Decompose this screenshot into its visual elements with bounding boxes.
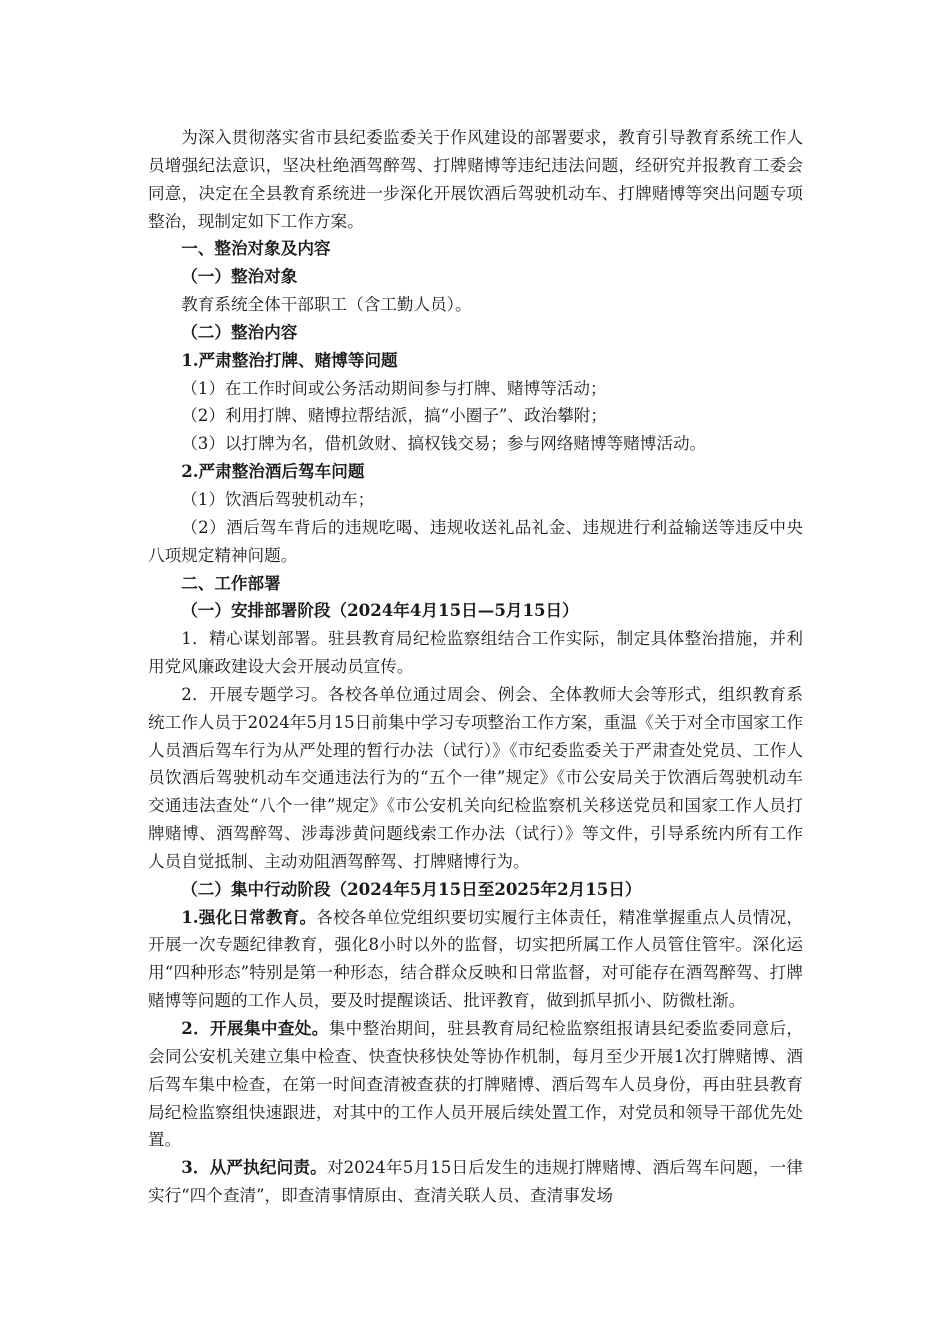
phase2-item xyxy=(148,1015,803,1154)
intro-paragraph: 为深入贯彻落实省市县纪委监委关于作风建设的部署要求，教育引导教育系统工作人员增强纪法意识，坚决杜绝酒驾醉驾、打牌赌博等违纪违法问题，经研究并报教育工委会同意，决定在全县教育系统进一步深化开展饮酒后驾驶机动车、打牌赌博等突出问题专项整治，现制定如下工作方案。 xyxy=(148,128,803,231)
item1-point: （2）利用打牌、赌博拉帮结派，搞“小圈子”、政治攀附； xyxy=(181,406,607,426)
item1-point: （1）在工作时间或公务活动期间参与打牌、赌博等活动； xyxy=(181,378,607,398)
phase1-heading: （一）安排部署阶段（2024年4月15日—5月15日） xyxy=(181,600,579,621)
document-page xyxy=(148,124,803,1210)
sub2-heading: （二）整治内容 xyxy=(181,321,298,342)
phase2-item xyxy=(148,904,803,1015)
section1-heading: 一、整治对象及内容 xyxy=(181,238,331,259)
item1-point: （3）以打牌为名，借机敛财、搞权钱交易；参与网络赌博等赌博活动。 xyxy=(181,434,707,454)
phase2-item-lead: 2．开展集中查处。 xyxy=(181,1018,329,1038)
item2-point: （1）饮酒后驾驶机动车； xyxy=(181,489,375,509)
item1-heading: 1.严肃整治打牌、赌博等问题 xyxy=(181,349,398,370)
item2-heading: 2.严肃整治酒后驾车问题 xyxy=(181,461,365,482)
phase1-item: 2．开展专题学习。各校各单位通过周会、例会、全体教师大会等形式，组织教育系统工作人员于2024年5月15日前集中学习专项整治工作方案，重温《关于对全市国家工作人员酒后驾车行为从严处理的暂行办法（试行）》《市纪委监委关于严肃查处党员、工作人员饮酒后驾驶机动车交通违法行为的“五个一律”规定》《市公安局关于饮酒后驾驶机动车交通违法查处“八个一律”规定》《市公安机关向纪检监察机关移送党员和国家工作人员打牌赌博、酒驾醉驾、涉毒涉黄问题线索工作办法（试行）》等文件，引导系统内所有工作人员自觉抵制、主动劝阻酒驾醉驾、打牌赌博行为。 xyxy=(148,684,803,871)
phase2-heading: （二）集中行动阶段（2024年5月15日至2025年2月15日） xyxy=(181,878,642,899)
phase2-item-lead: 1.强化日常教育。 xyxy=(181,906,317,927)
phase2-item-body: 对2024年5月15日后发生的违规打牌赌博、酒后驾车问题，一律实行“四个查清”，即查清事情原由、查清关联人员、查清事发场 xyxy=(148,1158,804,1206)
section2-heading: 二、工作部署 xyxy=(181,572,281,593)
item2-point: （2）酒后驾车背后的违规吃喝、违规收送礼品礼金、违规进行利益输送等违反中央八项规定精神问题。 xyxy=(148,517,803,565)
phase1-item: 1．精心谋划部署。驻县教育局纪检监察组结合工作实际，制定具体整治措施，并利用党风廉政建设大会开展动员宣传。 xyxy=(148,629,803,677)
phase2-item-body: 集中整治期间，驻县教育局纪检监察组报请县纪委监委同意后，会同公安机关建立集中检查、快查快移快处等协作机制，每月至少开展1次打牌赌博、酒后驾车集中检查，在第一时间查清被查获的打牌赌博、酒后驾车人员身份，再由驻县教育局纪检监察组快速跟进，对其中的工作人员开展后续处置工作，对党员和领导干部优先处置。 xyxy=(148,1019,804,1150)
phase2-item xyxy=(148,1154,803,1210)
phase2-item-lead: 3．从严执纪问责。 xyxy=(181,1157,327,1178)
sub1-heading: （一）整治对象 xyxy=(181,266,298,287)
sub1-text: 教育系统全体干部职工（含工勤人员）。 xyxy=(181,295,472,315)
phase2-item-body: 各校各单位党组织要切实履行主体责任，精准掌握重点人员情况，开展一次专题纪律教育，强化8小时以外的监督，切实把所属工作人员管住管牢。深化运用“四种形态”特别是第一种形态，结合群众反映和日常监督，对可能存在酒驾醉驾、打牌赌博等问题的工作人员，要及时提醒谈话、批评教育，做到抓早抓小、防微杜渐。 xyxy=(148,907,803,1011)
